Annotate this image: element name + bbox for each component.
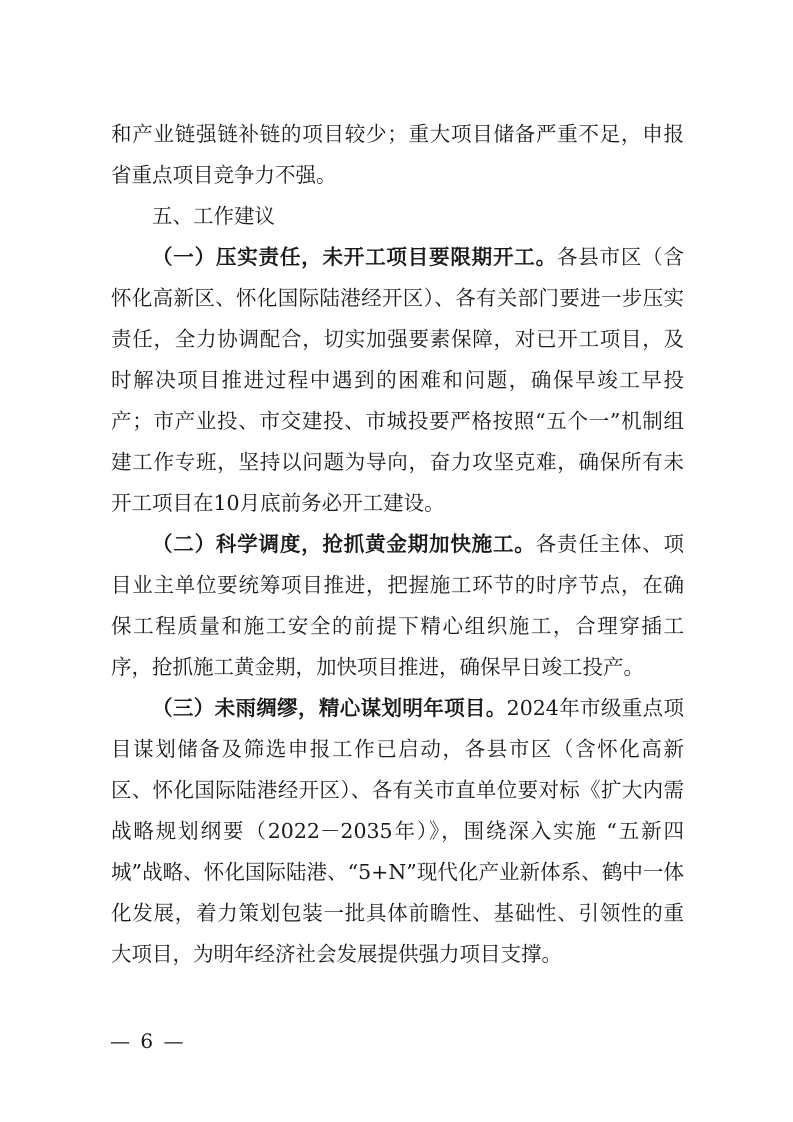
paragraph-continuation: 和产业链强链补链的项目较少；重大项目储备严重不足，申报省重点项目竞争力不强。 xyxy=(111,122,684,187)
paragraph-2 xyxy=(111,524,684,688)
section-heading: 五、工作建议 xyxy=(152,204,275,228)
paragraph-1-lead: （一）压实责任，未开工项目要限期开工。 xyxy=(152,245,557,269)
paragraph-2-body: 各责任主体、项目业主单位要统筹项目推进，把握施工环节的时序节点，在确保工程质量和施工安全的前提下精心组织施工，合理穿插工序，抢抓施工黄金期，加快项目推进，确保早日竣工投产。 xyxy=(111,532,684,679)
page-number: — 6 — xyxy=(110,1029,186,1053)
paragraph-3 xyxy=(111,688,684,975)
body-text xyxy=(111,114,684,975)
paragraph-1 xyxy=(111,237,684,524)
paragraph-3-lead: （三）未雨绸缪，精心谋划明年项目。 xyxy=(152,696,507,720)
paragraph-2-lead: （二）科学调度，抢抓黄金期加快施工。 xyxy=(152,532,536,556)
paragraph-1-body: 各县市区（含怀化高新区、怀化国际陆港经开区）、各有关部门要进一步压实责任，全力协调配合，切实加强要素保障，对已开工项目，及时解决项目推进过程中遇到的困难和问题，确保早竣工早投产；市产业投、市交建投、市城投要严格按照“五个一”机制组建工作专班，坚持以问题为导向，奋力攻坚克难，确保所有未开工项目在10月底前务必开工建设。 xyxy=(111,245,684,515)
paragraph-3-body: 2024年市级重点项目谋划储备及筛选申报工作已启动，各县市区（含怀化高新区、怀化国际陆港经开区）、各有关市直单位要对标《扩大内需战略规划纲要（2022－2035年）》，围绕深入实施 “五新四城”战略、怀化国际陆港、“5+N”现代化产业新体系、鹤中一体化发展，着力策划包装一批具体前瞻性、基础性、引领性的重大项目，为明年经济社会发展提供强力项目支撑。 xyxy=(111,696,684,966)
